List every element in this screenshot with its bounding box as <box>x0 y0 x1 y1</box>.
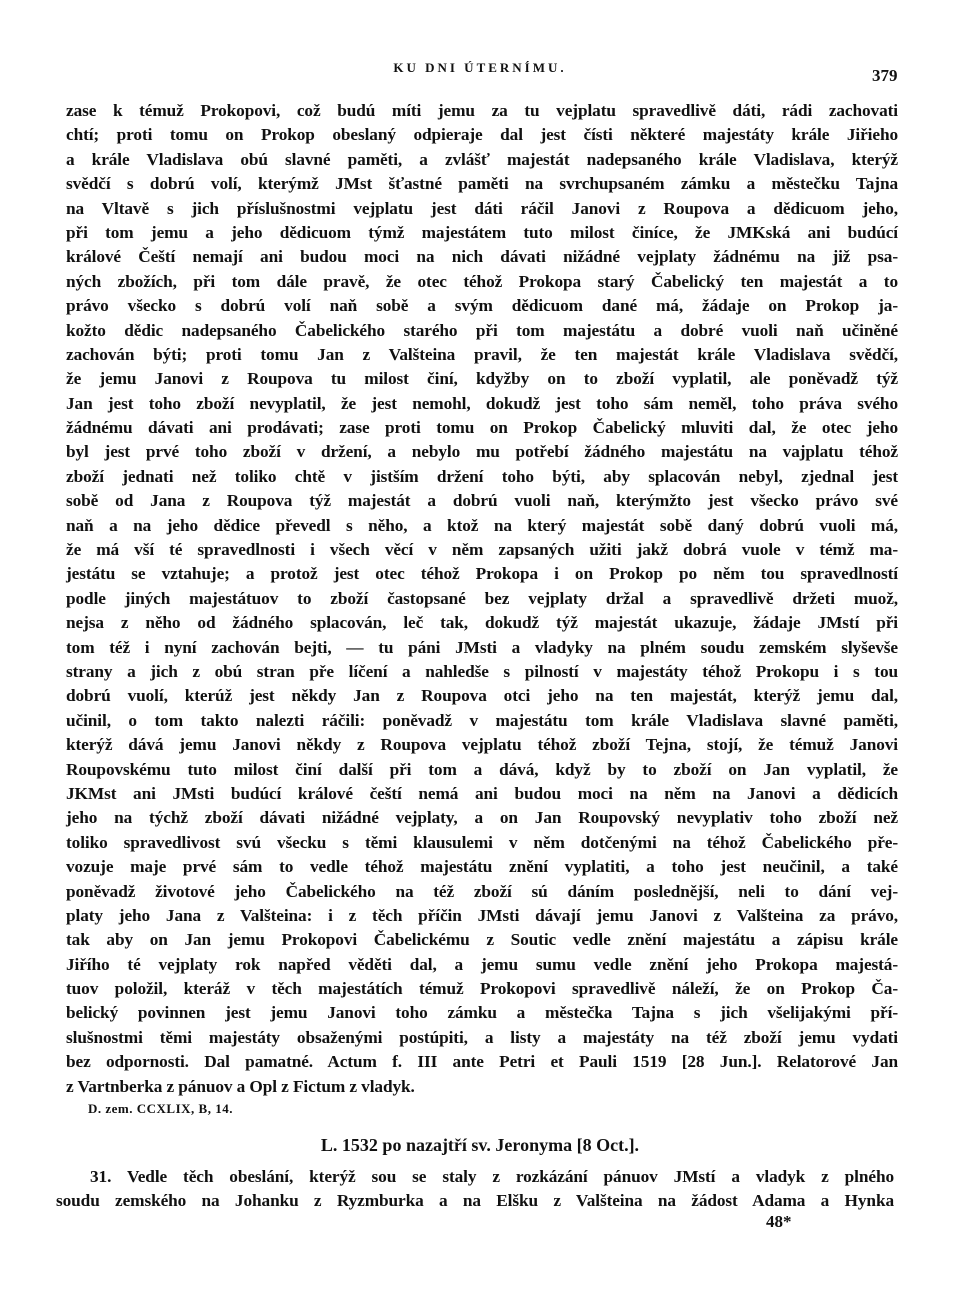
text-line: učinil, o tom takto nalezti ráčili: poněvadž v majestátu tom krále Vladislava slavné paměti, <box>66 710 898 730</box>
text-line: belický povinnen jest jemu Janovi toho zámku a městečka Tajna s jich všelijakými pří- <box>66 1003 898 1023</box>
text-line: tuov položil, kteráž v těch majestátích témuž Prokopovi spravedlivě náleží, že on Prokop Ča- <box>66 979 898 999</box>
text-line: a krále Vladislava obú slavné paměti, a zvlášť majestát nadepsaného krále Vladislava, kterýž <box>66 149 898 169</box>
text-line: kožto dědic nadepsaného Čabelického starého při tom majestátu a dobré vuoli naň učiněné <box>66 320 898 340</box>
page-number: 379 <box>872 66 898 85</box>
text-line: 31. Vedle těch obeslání, kterýž sou se staly z rozkázání pánuov JMstí a vladyk z plného <box>90 1167 894 1186</box>
text-line: z Vartnberka z pánuov a Opl z Fictum z vladyk. <box>66 1076 415 1096</box>
text-line: svědčí s dobrú volí, kterýmž JMst šťastné paměti na svrchupsaném zámku a městečku Tajna <box>66 174 898 194</box>
text-line: tom též i nyní zachován bejti, — tu páni JMsti a vladyky na plném soudu zemském slyševše <box>66 637 898 657</box>
text-line: Roupovskému tuto milost činí další při tom a dává, když by to zboží on Jan vyplatil, že <box>66 759 898 779</box>
entry-text <box>56 1165 894 1214</box>
body-text <box>66 99 898 1099</box>
text-line: platy jeho Jana z Valšteina: i z těch příčin JMsti dávají jemu Janovi z Valšteina za právo, <box>66 905 898 925</box>
text-line: poněvadž životové jeho Čabelického na též zboží sú dáním poslednější, neli to dání vej- <box>66 881 898 901</box>
source-note: D. zem. CCXLIX, B, 14. <box>88 1101 233 1116</box>
text-line: na Vltavě s jich příslušnostmi vejplatu jest dáti ráčil Janovi z Roupova a dědicuom jeho, <box>66 198 898 218</box>
text-line: že má vší té spravedlnosti i všech věcí v něm zapsaných užiti jakž dobrá vuole v témž ma- <box>66 540 898 560</box>
text-line: strany a jich z obú stran pře líčení a nahledše s pilností v majestáty téhož Prokopu i s tou <box>66 661 898 681</box>
text-line: sobě od Jana z Roupova týž majestát a dobrú vuoli naň, kterýmžto jest všecko právo své <box>66 491 898 511</box>
text-line: naň a na jeho dědice převedl s něho, a ktož na který majestát sobě daný dobrú vuoli má, <box>66 515 898 535</box>
text-line: bez odpornosti. Dal pamatné. Actum f. III ante Petri et Pauli 1519 [28 Jun.]. Relatorové Jan <box>66 1052 898 1072</box>
text-line: JKMst ani JMsti budúcí králové čeští nemá ani budou moci na něm na Janovi a dědicích <box>66 783 898 803</box>
text-line: nejsa z něho od žádného splacován, leč tak, dokudž týž majestát ukazuje, žádaje JMstí při <box>66 613 898 633</box>
text-line: slušnostmi těmi majestáty obsaženými postúpiti, a listy a majestáty na též zboží jemu vydati <box>66 1027 898 1047</box>
text-line: Jan jest toho zboží nevyplatil, že jest nemohl, dokudž jest toho sám neměl, toho práva svého <box>66 393 898 413</box>
text-line: při tom jemu a jeho dědicuom týmž majestátem tuto milost činíce, že JMKská ani budúcí <box>66 222 898 242</box>
text-line: jestátu se vztahuje; a protož jest otec téhož Prokopa i on Prokop po něm tou spravedlností <box>66 564 898 584</box>
running-title: KU DNI ÚTERNÍMU. <box>393 60 567 75</box>
text-line: byl jest prvé toho zboží v držení, a nebylo mu potřebí žádného majestátu na vajplatu téhož <box>66 442 898 462</box>
text-line: že jemu Janovi z Roupova tu milost činí, kdyžby on to zboží vyplatil, ale poněvadž týž <box>66 369 898 389</box>
text-line: králové Čeští nemají ani budou moci na nich dávati nižádné vejplaty žádnému na již psa- <box>66 247 898 267</box>
text-line: Jiřího té vejplaty rok napřed věděti dal, a jemu sumu vedle znění jeho Prokopa majestá- <box>66 954 898 974</box>
text-line: zase k témuž Prokopovi, což budú míti jemu za tu vejplatu spravedlivě dáti, rádi zachovati <box>66 101 898 120</box>
text-line: toliko spravedlivost svú všecku s těmi klausulemi v něm dotčenými na téhož Čabelického pře- <box>66 832 898 852</box>
text-line: právo všecko s dobrú volí naň sobě a svým dědicuom dané má, žádaje on Prokop ja- <box>66 296 898 316</box>
text-line: vozuje maje prvé sám to vedle téhož majestátu znění vyplatiti, a toho jest neučinil, a také <box>66 857 898 877</box>
text-line: podle jiných majestátuov to zboží častopsané bez vejplaty držal a spravedlivě držeti muož, <box>66 588 898 608</box>
text-line: žádnému dávati ani prodávati; zase proti tomu on Prokop Čabelický mluviti dal, že otec jeho <box>66 418 898 438</box>
text-line: dobrú vuolí, kterúž jest někdy Jan z Roupova otci jeho na ten majestát, kterýž jemu dal, <box>66 686 898 706</box>
text-line: ných zbožích, při tom dále pravě, že otec téhož Prokopa starý Čabelický ten majestát a to <box>66 271 898 291</box>
signature-mark: 48* <box>766 1212 792 1231</box>
text-line: soudu zemského na Johanku z Ryzmburka a na Elšku z Valšteina na žádost Adama a Hynka <box>56 1191 894 1211</box>
section-heading: L. 1532 po nazajtří sv. Jeronyma [8 Oct.]. <box>320 1135 640 1155</box>
text-line: jeho na týchž zboží dávati nižádné vejplaty, a on Jan Roupovský nevyplativ toho zboží než <box>66 808 898 828</box>
text-line: zboží jednati než toliko chtě v jistším držení toho býti, aby splacován nebyl, zjednal jest <box>66 466 898 486</box>
text-line: zachován býti; proti tomu Jan z Valšteina pravil, že ten majestát krále Vladislava svědčí, <box>66 344 898 364</box>
text-line: tak aby on Jan jemu Prokopovi Čabelickému z Soutic vedle znění majestátu a zápisu krále <box>66 930 898 950</box>
text-line: kterýž dává jemu Janovi někdy z Roupova vejplatu téhož zboží Tejna, stojí, že témuž Janovi <box>66 735 898 755</box>
text-line: chtí; proti tomu on Prokop obeslaný odpieraje dal jest čísti některé majestáty krále Jiřieho <box>66 125 898 145</box>
